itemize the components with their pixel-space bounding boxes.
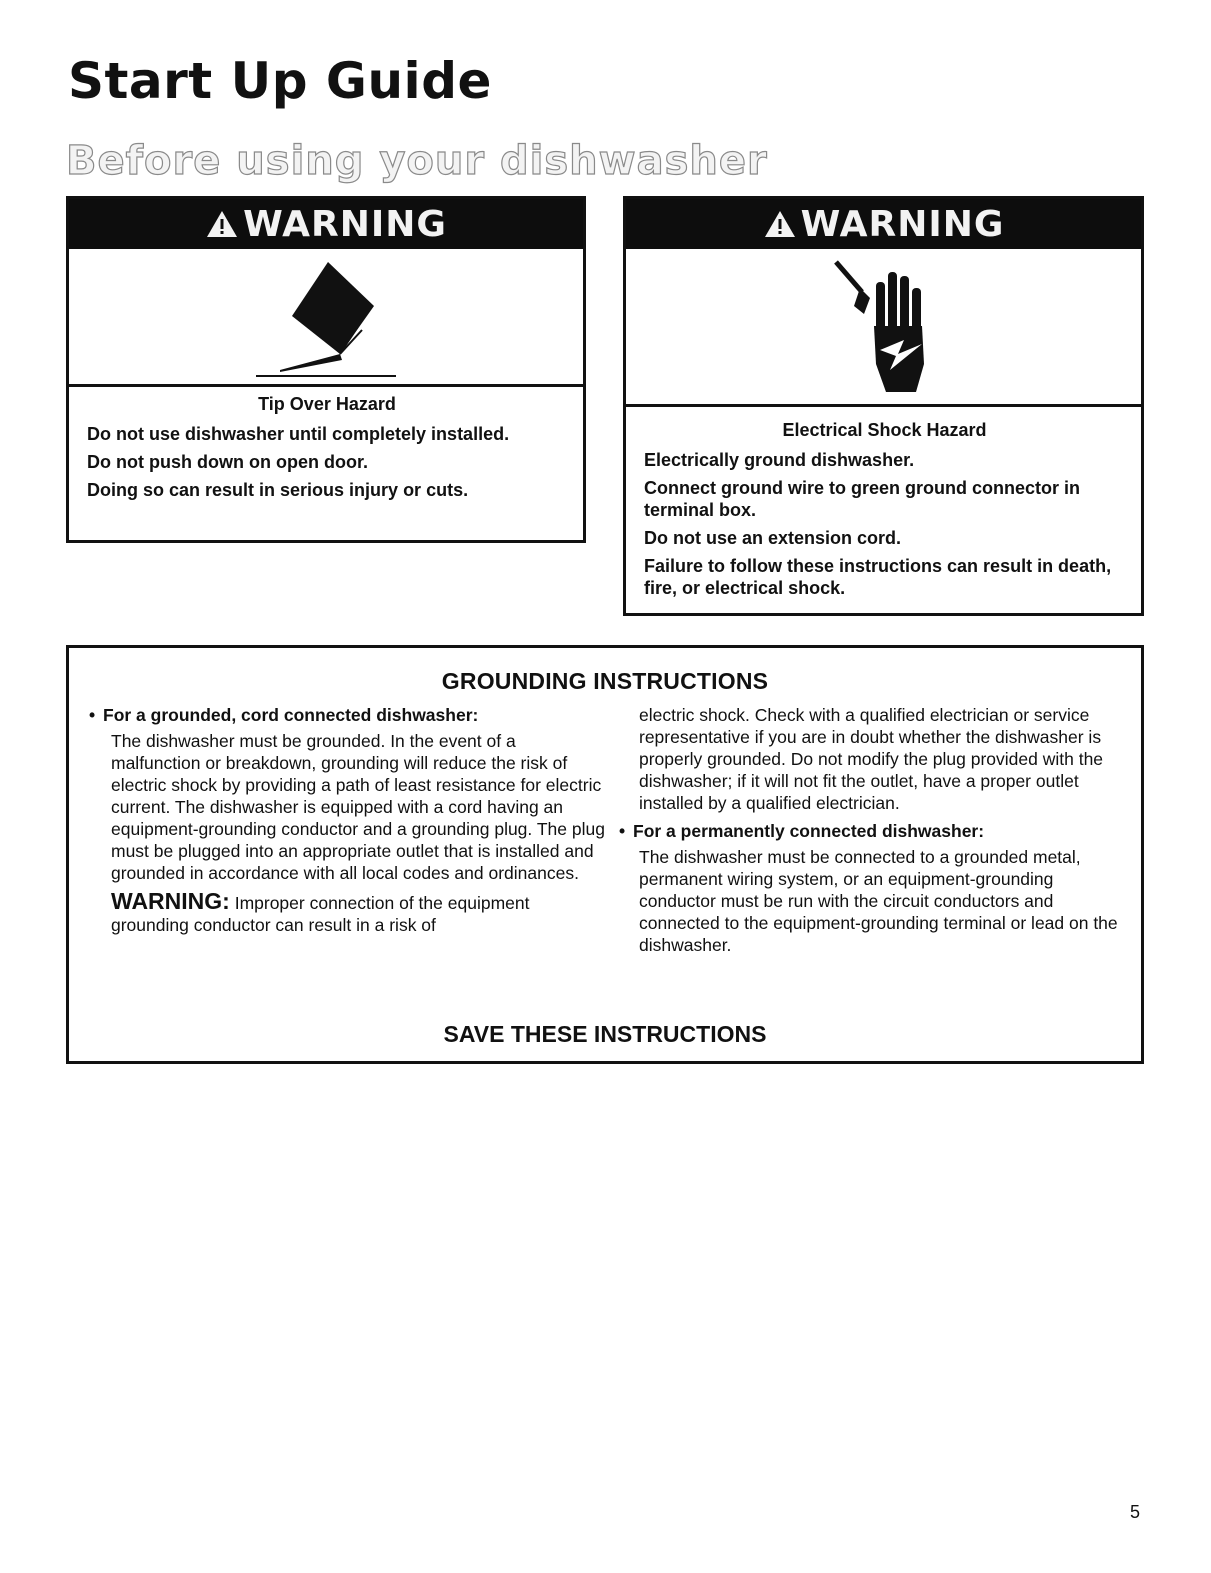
grounding-left-column bbox=[89, 704, 609, 942]
warning-line: Do not use dishwasher until completely installed. bbox=[87, 424, 510, 444]
warning-paragraph-text: Improper connection of the equipment grounding conductor can result in a risk of bbox=[111, 893, 530, 935]
warning-word: WARNING: bbox=[111, 888, 230, 914]
warning-line: Do not use an extension cord. bbox=[644, 528, 902, 548]
tip-over-icon-area bbox=[69, 249, 583, 387]
tip-over-icon bbox=[246, 254, 406, 384]
grounding-instructions-box bbox=[66, 645, 1144, 1064]
cord-connected-text: The dishwasher must be grounded. In the event of a malfunction or breakdown, grounding will reduce the risk of electric shock by providing a path of least resistance for electric current. The dishwasher is equipped with a cord having an equipment-grounding conductor and a grounding plug. The plug must be plugged into an appropriate outlet that is installed and grounded in accordance with all local codes and ordinances. bbox=[111, 731, 605, 883]
warning-header bbox=[69, 199, 583, 249]
grounding-title: GROUNDING INSTRUCTIONS bbox=[441, 668, 769, 694]
warning-line: Failure to follow these instructions can result in death, fire, or electrical shock. bbox=[644, 556, 1112, 598]
electrical-shock-icon bbox=[824, 254, 944, 404]
electrical-shock-icon-area bbox=[626, 249, 1141, 407]
warning-triangle-icon bbox=[205, 209, 239, 239]
bullet-icon: • bbox=[619, 821, 626, 841]
page-title: Start Up Guide bbox=[68, 52, 492, 110]
page-subtitle: Before using your dishwasher bbox=[66, 138, 768, 184]
warning-header-label: WARNING bbox=[800, 203, 1005, 245]
page-number: 5 bbox=[1130, 1502, 1141, 1522]
electrical-shock-warning-box bbox=[623, 196, 1144, 616]
continuation-text: electric shock. Check with a qualified electrician or service representative if you are in doubt whether the dishwasher is properly grounded. Do not modify the plug provided with the dishwasher; if it will not fit the outlet, have a proper outlet installed by a qualified electrician. bbox=[639, 705, 1104, 813]
warning-line: Connect ground wire to green ground connector in terminal box. bbox=[644, 478, 1080, 520]
warning-header-label: WARNING bbox=[243, 203, 447, 245]
hazard-title: Tip Over Hazard bbox=[258, 394, 396, 414]
tip-over-warning-text bbox=[69, 387, 583, 501]
warning-paragraph bbox=[111, 890, 609, 936]
warning-line: Do not push down on open door. bbox=[87, 452, 368, 472]
cord-connected-heading: • For a grounded, cord connected dishwasher: bbox=[89, 705, 479, 725]
permanent-connection-text: The dishwasher must be connected to a grounded metal, permanent wiring system, or an equipment-grounding conductor must be run with the circuit conductors and connected to the equipment-grounding terminal or lead on the dishwasher. bbox=[639, 847, 1118, 955]
permanent-connection-heading: • For a permanently connected dishwasher: bbox=[619, 821, 985, 841]
tip-over-warning-box bbox=[66, 196, 586, 543]
warning-line: Electrically ground dishwasher. bbox=[644, 450, 915, 470]
warning-header bbox=[626, 199, 1141, 249]
warning-line: Doing so can result in serious injury or cuts. bbox=[87, 480, 469, 500]
hazard-title: Electrical Shock Hazard bbox=[782, 420, 987, 440]
save-instructions: SAVE THESE INSTRUCTIONS bbox=[443, 1021, 767, 1047]
bullet-icon: • bbox=[89, 705, 96, 725]
electrical-shock-warning-text bbox=[626, 407, 1141, 599]
warning-triangle-icon bbox=[763, 209, 797, 239]
grounding-right-column bbox=[619, 704, 1129, 962]
